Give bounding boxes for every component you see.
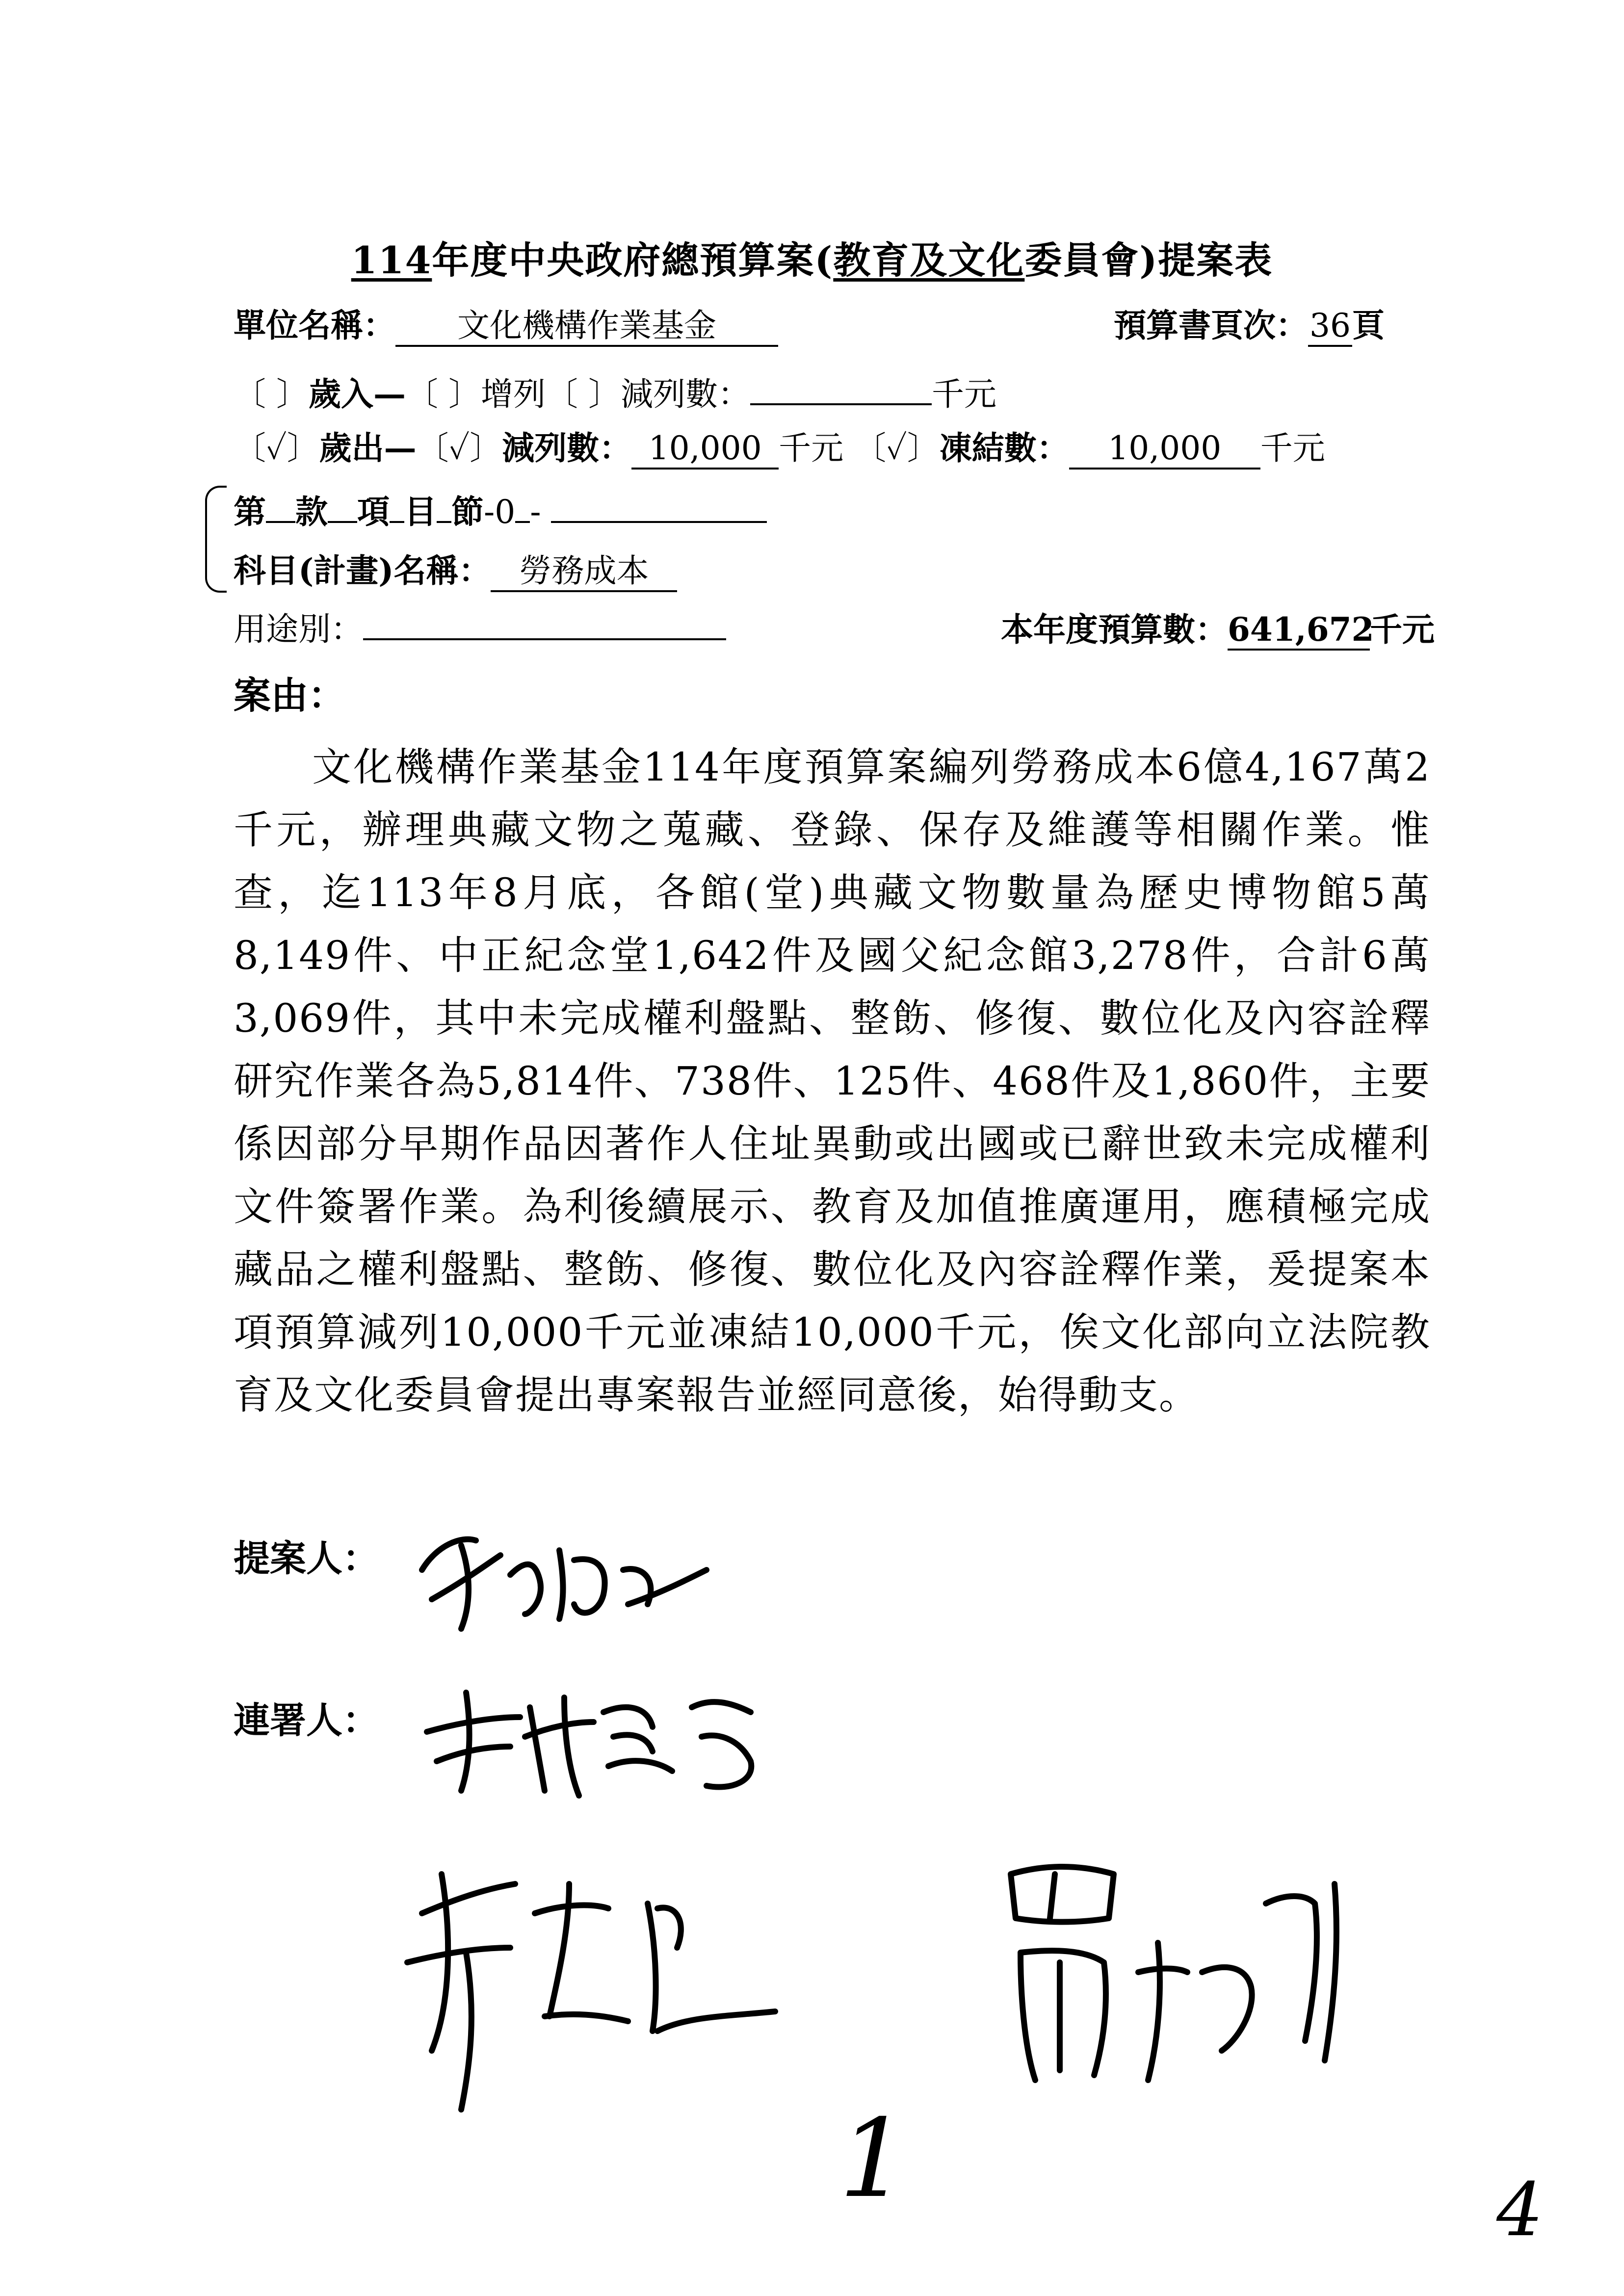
page-value: 36 — [1308, 310, 1352, 347]
section-mu: 目 — [404, 493, 437, 531]
reason-text: 文化機構作業基金114年度預算案編列勞務成本6億4,167萬2千元，辦理典藏文物之蒐藏、登錄、保存及維護等相關作業。惟查，迄113年8月底，各館(堂)典藏文物數量為歷史博物館5萬8,149件、中正紀念堂1,642件及國父紀念館3,278件，合計6萬3,069件，其中未完成權利盤點、整飭、修復、數位化及內容詮釋研究作業各為5,814件、738件、125件、468件及1,860件，主要係因部分早期作品因著作人住址異動或出國或已辭世致未完成權利文件簽署作業。為利後續展示、教育及加值推廣運用，應積極完成藏品之權利盤點、整飭、修復、數位化及內容詮釋作業，爰提案本項預算減列10,000千元並凍結10,000千元，俟文化部向立法院教育及文化委員會提出專案報告並經同意後，始得動支。 — [234, 744, 1431, 1418]
freeze-label: 凍結數： — [939, 429, 1069, 467]
subject-row — [234, 551, 677, 592]
section-row — [234, 493, 767, 531]
freeze-checkbox: 〔✓〕 — [854, 429, 940, 467]
page-label: 預算書頁次： — [1114, 306, 1308, 344]
exp-decrease-unit: 千元 — [779, 429, 844, 467]
budget-unit: 千元 — [1370, 610, 1435, 649]
section-xiang: 項 — [357, 493, 390, 531]
proposer-signature — [402, 1506, 746, 1644]
revenue-checkbox: 〔 〕 — [234, 375, 309, 413]
section-dash: - — [530, 493, 541, 531]
subject-value: 勞務成本 — [491, 555, 677, 592]
usage-row — [234, 610, 726, 648]
revenue-label: 歲入— — [308, 375, 406, 413]
cosigner-signature-2 — [402, 1854, 805, 2139]
increase-label: 增列 — [480, 375, 546, 413]
section-jie: 節 — [451, 493, 484, 531]
budget-label: 本年度預算數： — [1001, 610, 1228, 649]
increase-checkbox: 〔 〕 — [405, 375, 481, 413]
revenue-row — [234, 375, 996, 413]
page-ref — [1114, 306, 1385, 347]
section-kuan: 款 — [295, 493, 328, 531]
subject-label: 科目(計畫)名稱： — [234, 551, 491, 590]
section-brace — [205, 486, 227, 593]
expenditure-checkbox: 〔✓〕 — [234, 429, 319, 467]
decrease-label: 減列數： — [620, 375, 750, 413]
unit-row — [234, 306, 778, 347]
exp-decrease-value: 10,000 — [631, 432, 779, 470]
section-prefix: 第 — [234, 493, 266, 531]
unit-label: 單位名稱： — [234, 306, 395, 344]
page-unit: 頁 — [1352, 306, 1385, 344]
form-title — [0, 231, 1624, 284]
expenditure-label: 歲出— — [319, 429, 417, 467]
section-jie-value: -0 — [484, 493, 516, 531]
decrease-checkbox: 〔 〕 — [545, 375, 621, 413]
exp-decrease-checkbox: 〔✓〕 — [416, 429, 502, 467]
cosigner-label: 連署人： — [234, 1699, 379, 1742]
usage-value — [363, 635, 726, 640]
revenue-value — [750, 400, 932, 405]
cosigner-signature-3 — [991, 1845, 1374, 2100]
freeze-unit: 千元 — [1260, 429, 1325, 467]
page-mark-center: 1 — [839, 2096, 908, 2221]
budget-row — [1001, 610, 1435, 651]
title-part2: 委員會)提案表 — [1024, 238, 1273, 282]
unit-value: 文化機構作業基金 — [395, 310, 778, 347]
usage-label: 用途別： — [234, 610, 363, 648]
freeze-value: 10,000 — [1069, 432, 1260, 470]
title-committee: 教育及文化 — [833, 238, 1025, 282]
budget-value: 641,672 — [1228, 613, 1370, 651]
revenue-unit: 千元 — [931, 375, 996, 413]
proposer-label: 提案人： — [234, 1538, 379, 1580]
cosigner-signature-1 — [417, 1668, 770, 1805]
page-mark-corner: 4 — [1496, 2167, 1544, 2253]
exp-decrease-label: 減列數： — [502, 429, 632, 467]
reason-label: 案由： — [234, 674, 345, 717]
title-part1: 年度中央政府總預算案( — [432, 238, 834, 282]
title-year: 114 — [351, 238, 432, 282]
expenditure-row — [234, 429, 1325, 470]
